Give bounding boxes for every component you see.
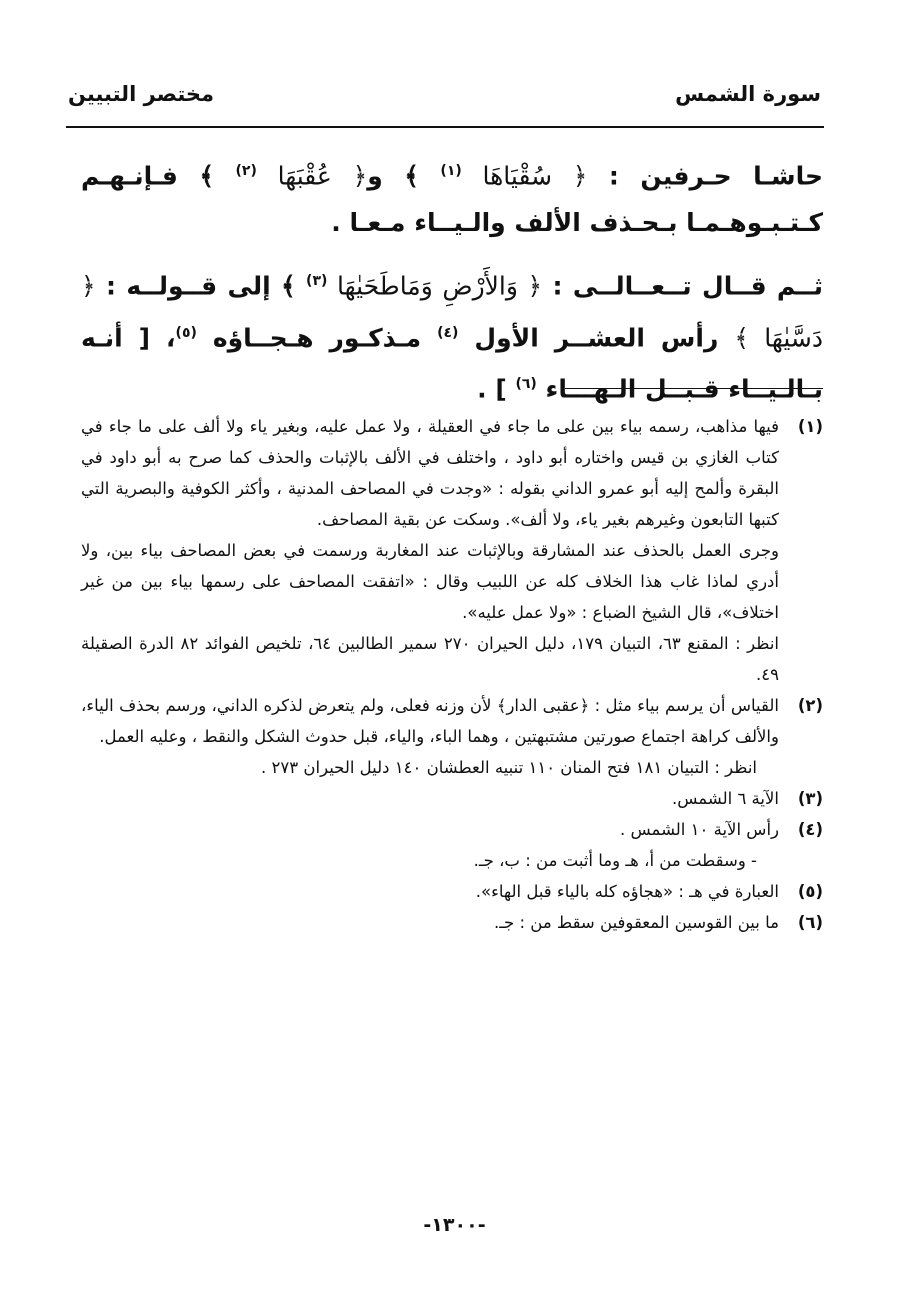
footnote-text: وجرى العمل بالحذف عند المشارقة وبالإثبات عند المغاربة ورسمت في بعض المصاحف بياء بين، ولا أدري لماذا غاب هذا الخلاف كله عن اللبيب وقال : «اتفقت المصاحف على رسمها بياء بين من غير اختلاف»، قال الشيخ الضباع : «ولا عمل عليه». (81, 541, 779, 622)
footnote-number: (٤) (797, 820, 823, 839)
quran-word: ﴿ دَسَّيٰهَا ﴾ (81, 271, 823, 352)
footnote (81, 907, 823, 938)
footnote-text: فيها مذاهب، رسمه بياء بين على ما جاء في العقيلة ، ولا عمل عليه، وبغير ياء ولا ألف على ما جاء في كتاب الغازي بن قيس واختاره أبو داود ، واختلف في الألف بالإثبات والحذف كما صرح به أبو داود في البقرة وألمح إليه أبو عمرو الداني بقوله : «وجدت في المصاحف المدنية ، وأكثر الكوفية والبصرية التي كتبها التابعون وغيرهم بغير ياء، ولا ألف». وسكت عن بقية المصاحف. (81, 417, 779, 529)
footnote-ref: (٥) (175, 324, 197, 341)
header-divider (66, 126, 824, 128)
quran-word: ﴿ سُقْيَاهَا (461, 161, 588, 191)
footnote-text: انظر : التبيان ١٨١ فتح المنان ١١٠ تنبيه العطشان ١٤٠ دليل الحيران ٢٧٣ . (261, 758, 757, 777)
quran-word: ﴿ وَالأَرْضِ وَمَاطَحَيٰهَا (327, 271, 543, 301)
footnote-ref: (٢) (235, 163, 257, 179)
text-run: حاشـا حـرفين : (587, 161, 823, 191)
footnote (81, 783, 823, 814)
footnote-text: رأس الآية ١٠ الشمس . (620, 820, 779, 839)
footnote-divider (565, 388, 823, 389)
text-run: ] . (477, 374, 516, 404)
footnote-ref: (٤) (437, 324, 459, 341)
text-run: رأس العشــر الأول (458, 322, 735, 352)
footnote-text: الآية ٦ الشمس. (672, 789, 779, 808)
text-run: مـذكـور هـجــاؤه (196, 322, 438, 352)
footnote-text: ما بين القوسين المعقوفين سقط من : جـ. (493, 913, 779, 932)
footnote (81, 690, 823, 783)
text-run: ، [ أنـه بـالـيــاء قـبــل الـهـــاء (81, 322, 823, 404)
footnote-number: (١) (797, 417, 823, 436)
footnote-text: العبارة في هـ : «هجاؤه كله بالياء قبل الهاء». (475, 882, 779, 901)
footnote-number: (٣) (797, 789, 823, 808)
footnote-ref: (٦) (515, 375, 537, 392)
main-paragraph-2 (81, 258, 823, 412)
footnote (81, 814, 823, 876)
surah-title: سورة الشمس (675, 82, 821, 106)
footnote-number: (٦) (797, 913, 823, 932)
footnote-ref: (١) (440, 163, 462, 179)
footnote-number: (٥) (797, 882, 823, 901)
footnote-text: - وسقطت من أ، هـ وما أثبت من : ب، جـ. (473, 851, 757, 870)
text-run: ﴾ فـإنـهـم كـتـبـوهـمـا بـحـذف الألف والـيــاء مـعـا . (81, 161, 823, 238)
main-text (81, 148, 823, 412)
text-run: ثــم قــال تــعــالــى : (542, 271, 823, 301)
footnote-number: (٢) (797, 696, 823, 715)
footnote-text: القياس أن يرسم بياء مثل : ﴿عقبى الدار﴾ لأن وزنه فعلى، ولم يتعرض لذكره الداني، ورسم بحذف الياء، والألف كراهة اجتماع صورتين مشتبهتين ، وهما الباء، والياء، قبل حدوث الشكل والنقط ، وعليه العمل. (81, 696, 779, 746)
book-title: مختصر التبيين (68, 82, 215, 106)
text-run: ﴾ إلى قــولــه : (95, 271, 307, 301)
text-run: ﴾ و (367, 161, 441, 191)
footnote-text: انظر : المقنع ٦٣، التبيان ١٧٩، دليل الحيران ٢٧٠ سمير الطالبين ٦٤، تلخيص الفوائد ٨٢ الدرة الصقيلة ٤٩. (81, 634, 780, 684)
footnote-ref: (٣) (306, 273, 328, 290)
page-number: -١٣٠٠- (423, 1214, 486, 1236)
footnote (81, 876, 823, 907)
footnotes (81, 411, 823, 938)
footnote (81, 411, 823, 690)
quran-word: ﴿ عُقْبَهَا (256, 161, 368, 191)
main-paragraph-1 (81, 148, 823, 246)
